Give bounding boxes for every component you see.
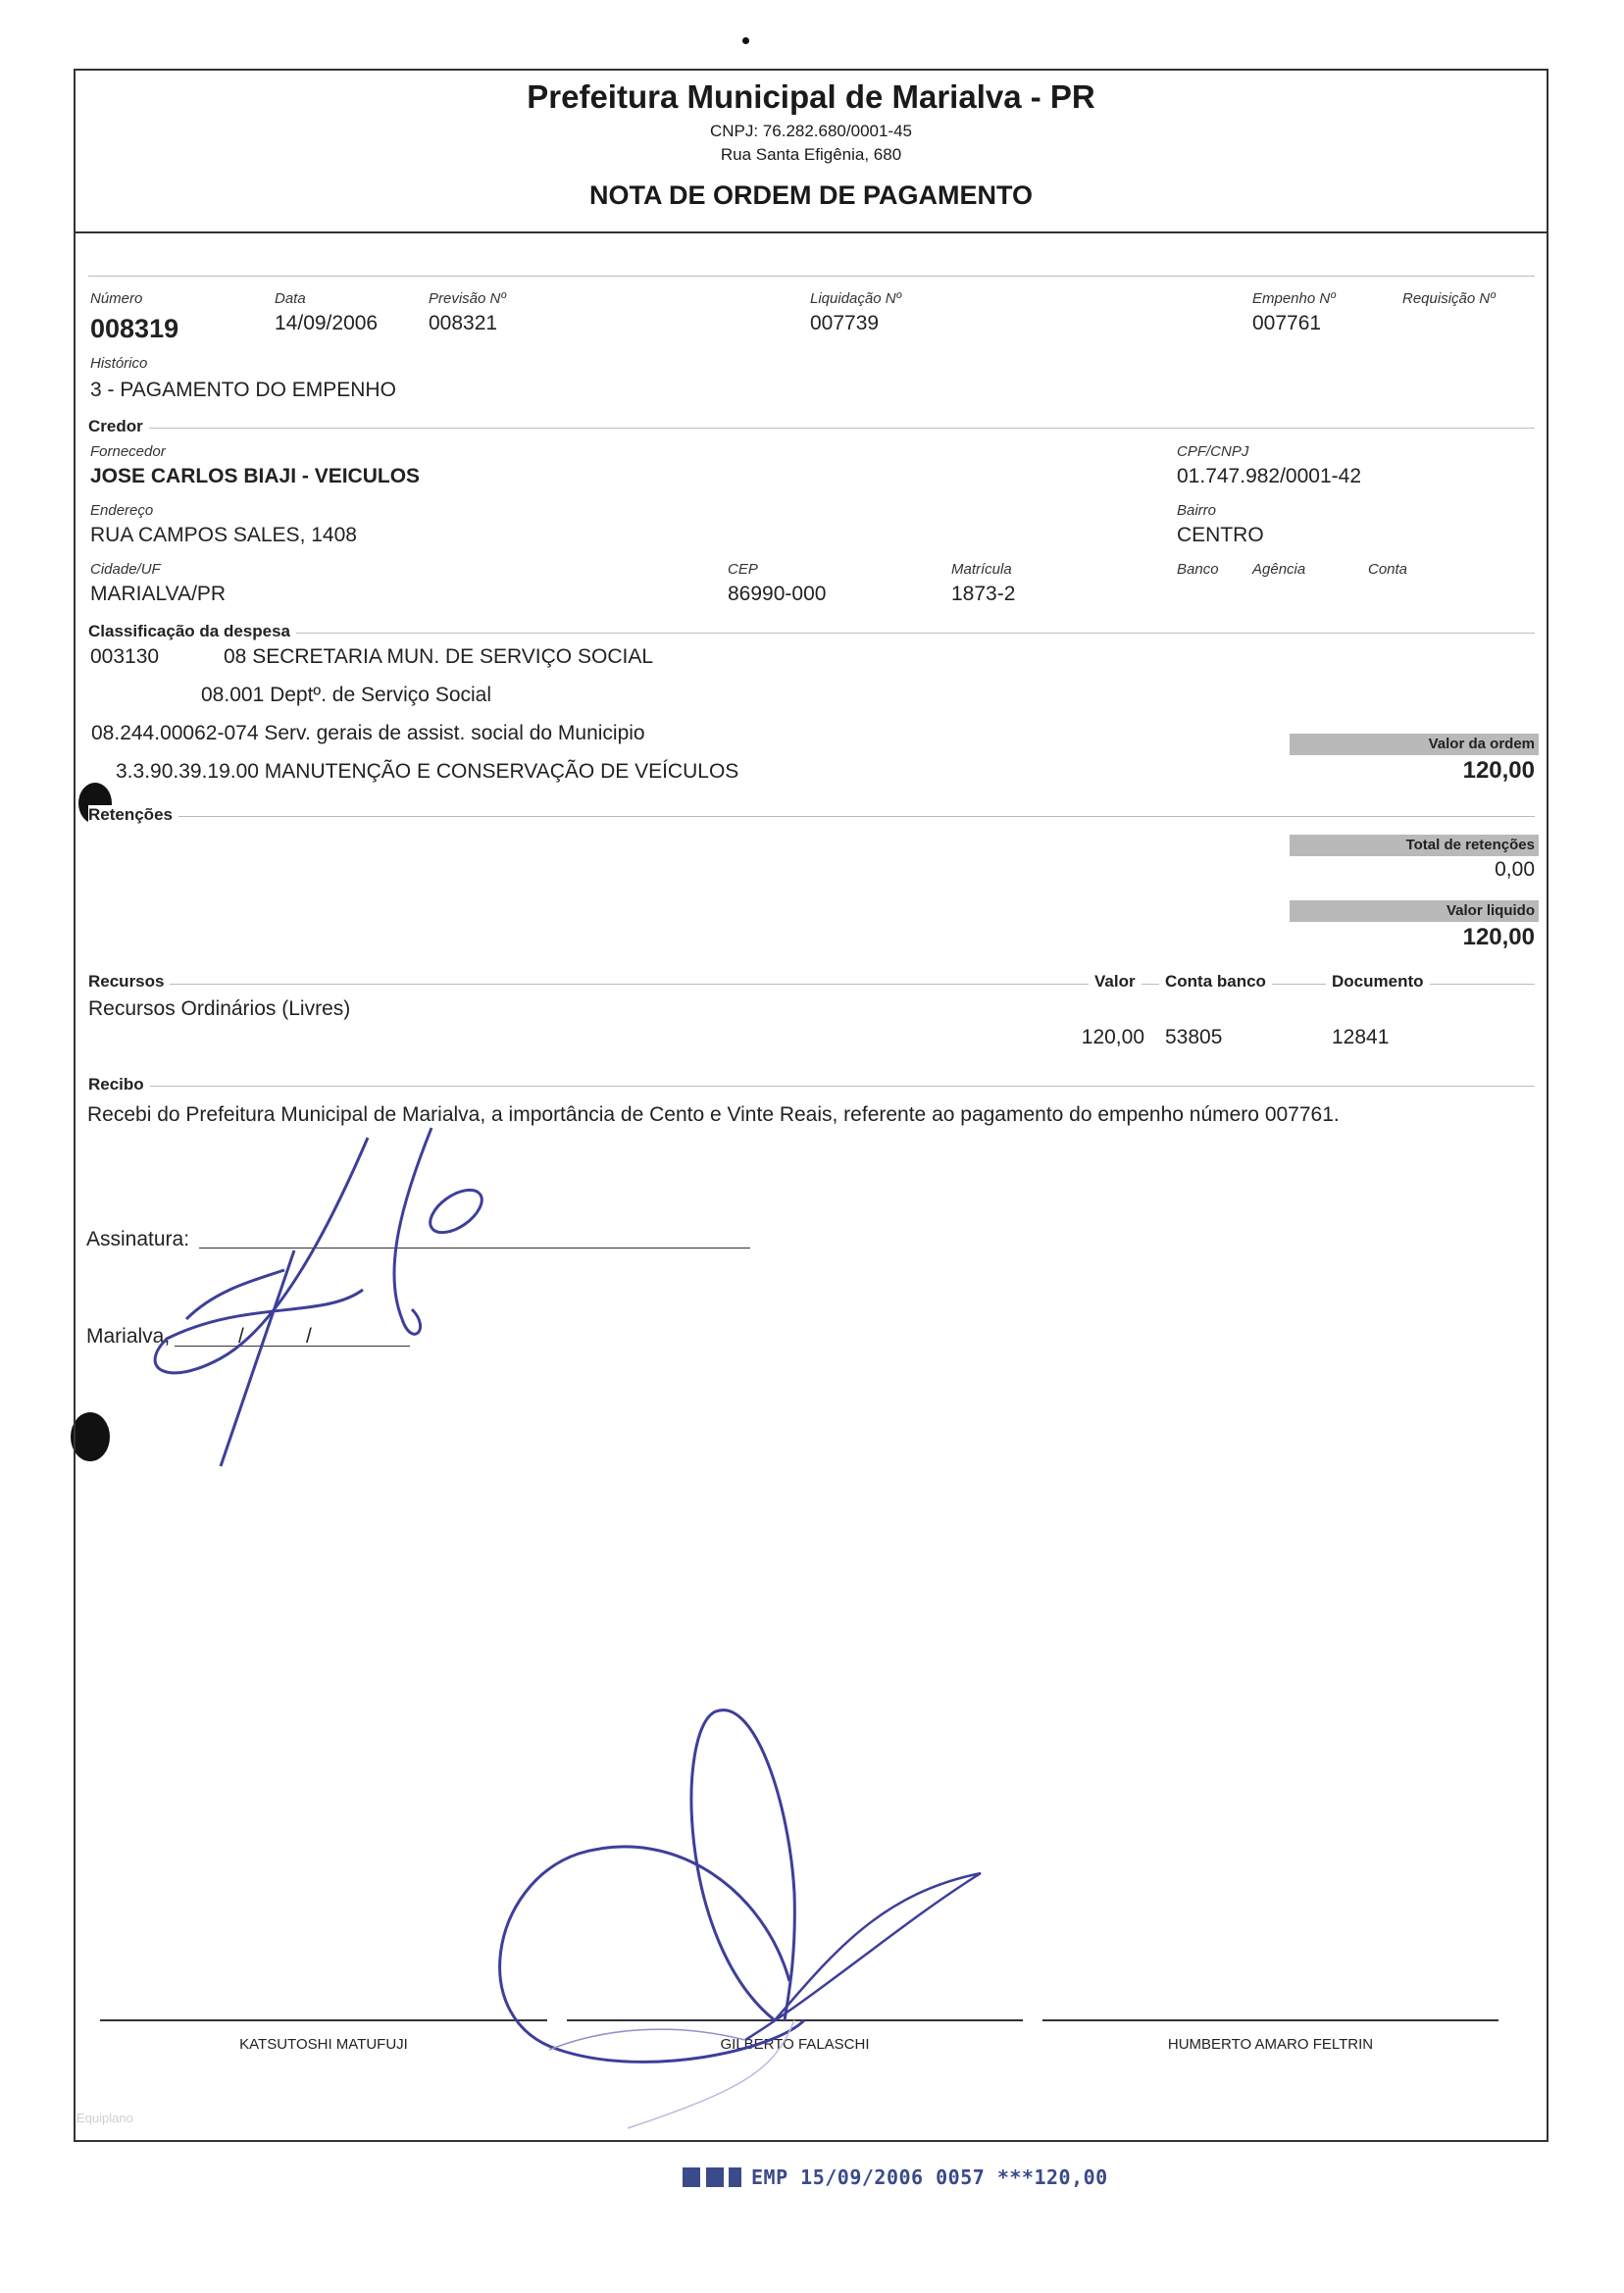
retencoes-section-title: Retenções <box>88 805 178 825</box>
local-label: Marialva, <box>86 1325 171 1348</box>
numero-value: 008319 <box>90 314 179 343</box>
requisicao-label: Requisição Nº <box>1402 290 1496 307</box>
recibo-text: Recebi do Prefeitura Municipal de Marialva, a importância de Cento e Vinte Reais, referente ao pagamento do empenho número 007761. <box>87 1103 1340 1126</box>
empenho-value: 007761 <box>1252 312 1322 334</box>
endereco-label: Endereço <box>90 502 154 519</box>
address-text: Rua Santa Efigênia, 680 <box>720 145 902 164</box>
document-title: NOTA DE ORDEM DE PAGAMENTO <box>588 180 1033 210</box>
credor-divider <box>88 428 1535 429</box>
retencoes-divider <box>88 816 1535 817</box>
fornecedor-value: JOSE CARLOS BIAJI - VEICULOS <box>90 465 421 487</box>
previsao-label: Previsão Nº <box>429 290 506 307</box>
header <box>76 78 1547 211</box>
classificacao-divider <box>88 633 1535 634</box>
cnpj-text: CNPJ: 76.282.680/0001-45 <box>709 122 913 140</box>
fornecedor-label: Fornecedor <box>90 443 166 460</box>
recursos-conta: 53805 <box>1165 1026 1223 1048</box>
valor-liquido-value: 120,00 <box>1462 924 1535 950</box>
endereco-value: RUA CAMPOS SALES, 1408 <box>90 524 357 546</box>
data-value: 14/09/2006 <box>275 312 379 334</box>
previsao-value: 008321 <box>429 312 498 334</box>
credor-section-title: Credor <box>88 417 149 436</box>
cpf-label: CPF/CNPJ <box>1177 443 1249 460</box>
matricula-value: 1873-2 <box>951 583 1016 605</box>
signatory-name-2: GILBERTO FALASCHI <box>720 2036 870 2053</box>
stamp-mark-icon <box>683 2167 741 2187</box>
matricula-label: Matrícula <box>951 561 1012 578</box>
valor-ordem-label: Valor da ordem <box>1290 734 1539 755</box>
total-retencoes-value: 0,00 <box>1495 858 1535 881</box>
cidade-value: MARIALVA/PR <box>90 583 227 605</box>
classificacao-section-title: Classificação da despesa <box>88 622 296 641</box>
liquidacao-label: Liquidação Nº <box>810 290 902 307</box>
data-label: Data <box>275 290 306 307</box>
scan-speck <box>742 37 749 44</box>
agencia-label: Agência <box>1252 561 1306 578</box>
recursos-fonte: Recursos Ordinários (Livres) <box>88 997 351 1020</box>
numero-label: Número <box>90 290 143 307</box>
info-divider <box>88 276 1535 277</box>
payment-stamp <box>683 2166 1108 2189</box>
classificacao-orgao: 08 SECRETARIA MUN. DE SERVIÇO SOCIAL <box>224 645 654 668</box>
recursos-conta-header: Conta banco <box>1159 972 1272 992</box>
header-divider <box>76 231 1547 233</box>
classificacao-funcional: 08.244.00062-074 Serv. gerais de assist. social do Municipio <box>91 722 645 744</box>
recibo-section-title: Recibo <box>88 1075 150 1095</box>
banco-label: Banco <box>1177 561 1219 578</box>
recibo-signature-drawing <box>127 1123 500 1476</box>
date-slash-1: / <box>238 1325 244 1348</box>
stamp-text: EMP 15/09/2006 0057 ***120,00 <box>751 2166 1108 2189</box>
institution-title: Prefeitura Municipal de Marialva - PR <box>527 78 1095 115</box>
historico-label: Histórico <box>90 355 148 372</box>
valor-liquido-label: Valor liquido <box>1290 900 1539 922</box>
assinatura-label: Assinatura: <box>86 1228 190 1250</box>
cep-label: CEP <box>728 561 758 578</box>
liquidacao-value: 007739 <box>810 312 880 334</box>
recursos-valor-header: Valor <box>1089 972 1142 992</box>
date-slash-2: / <box>306 1325 312 1348</box>
signatory-name-3: HUMBERTO AMARO FELTRIN <box>1167 2036 1374 2053</box>
recursos-valor: 120,00 <box>1081 1026 1144 1048</box>
signatory-signature-drawing <box>451 1697 1000 2138</box>
historico-value: 3 - PAGAMENTO DO EMPENHO <box>90 379 396 401</box>
classificacao-unidade: 08.001 Deptº. de Serviço Social <box>201 684 492 706</box>
cidade-label: Cidade/UF <box>90 561 161 578</box>
classificacao-elemento: 3.3.90.39.19.00 MANUTENÇÃO E CONSERVAÇÃO DE VEÍCULOS <box>116 760 739 783</box>
bairro-value: CENTRO <box>1177 524 1264 546</box>
classificacao-code: 003130 <box>90 645 160 668</box>
cep-value: 86990-000 <box>728 583 827 605</box>
total-retencoes-label: Total de retenções <box>1290 835 1539 856</box>
recibo-divider <box>88 1086 1535 1087</box>
bairro-label: Bairro <box>1177 502 1217 519</box>
conta-label: Conta <box>1368 561 1408 578</box>
signatory-line-3 <box>1042 2019 1498 2021</box>
recursos-section-title: Recursos <box>88 972 170 992</box>
cpf-value: 01.747.982/0001-42 <box>1177 465 1362 487</box>
recursos-divider <box>88 984 1535 985</box>
recursos-documento: 12841 <box>1332 1026 1390 1048</box>
signatory-name-1: KATSUTOSHI MATUFUJI <box>239 2036 408 2053</box>
valor-ordem-value: 120,00 <box>1462 757 1535 784</box>
recursos-documento-header: Documento <box>1326 972 1430 992</box>
empenho-label: Empenho Nº <box>1252 290 1336 307</box>
software-mark: Equiplano <box>76 2111 133 2125</box>
